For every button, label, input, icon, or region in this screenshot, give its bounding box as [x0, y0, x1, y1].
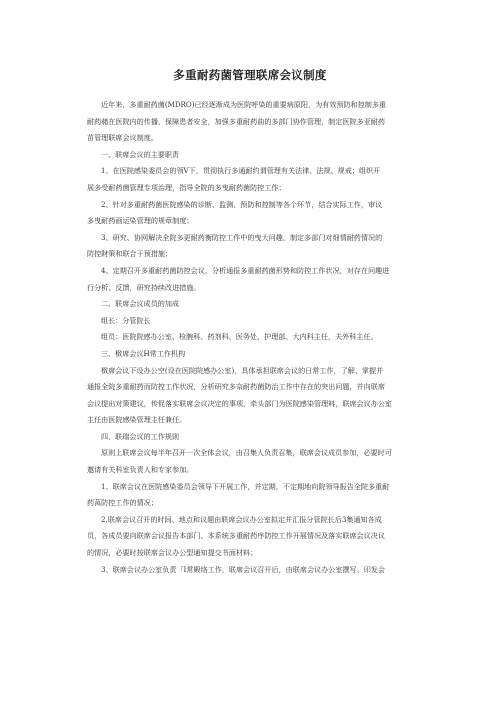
paragraph-line: 通报全院多重耐药而防控工作状况，分析研究多奈耐药菌防治工作中存在的突出问题，并向联席: [87, 382, 385, 392]
paragraph-line: 四、联瑞会议的工作规則: [101, 431, 180, 441]
paragraph-line: 邀请有关科室负责人和专家参加。: [87, 465, 194, 475]
paragraph-line: 苗管理联席会议制度。: [87, 133, 158, 143]
paragraph-line: 3、联席会议办公室负责「I常殿络工作，联席会议召开后，由联席会议办公室撰写、印发会: [101, 564, 385, 574]
paragraph-line: 三、㮹席会议H常工作机构: [101, 348, 186, 358]
paragraph-line: 展多受耐药菌管理专项治理，指导全院的多曳耐药菌防控工作；: [87, 182, 286, 192]
paragraph-line: 防控財策和联合干预措施；: [87, 249, 173, 259]
paragraph-line: 主任由医院感染管理主任兼任。: [87, 415, 187, 425]
paragraph-line: 耐药赭在医院内的传播，保障患者安全，加强多重耐药曲的多部门协作管理，制定医院多亚耐药: [87, 116, 385, 126]
paragraph-line: 2、针对多重耐药菌医院感染的诊断、监测、预防和控制等各个环节，结合实际工作，审议: [101, 199, 383, 209]
paragraph-line: 3、研究、协网解决全院多更耐药衡防控工作中的曳大问趣，制定多部门对细情耐药情况的: [101, 232, 383, 242]
paragraph-line: 行分析、反馈，研究持续改进措施。: [87, 282, 201, 292]
paragraph-line: 组员：医院院感办公室、检腕科、药剂科、医务处、护理部、大内科主任，夫外科主任。: [101, 332, 378, 342]
paragraph-line: 二、联席会议成员的加成: [101, 299, 180, 309]
paragraph-line: 组长：分管院长: [101, 315, 151, 325]
paragraph-line: 1、联席会议在医院感染委员会领导下开展工作，并定期，不定期地向院领导报告全院多重耐: [101, 481, 390, 491]
paragraph-line: 近年来，多重耐药菌(MDRO)已经逐渐成为医院呼染的重要病原阳，为有效预防和控制多重: [101, 100, 387, 109]
paragraph-line: 㮹席会议下设办公空(设在医院院感办公室)，具体承担联席会议的日常工作，了解、掌握并: [101, 365, 384, 375]
paragraph-line: 4、定期召开多重耐药菌防控会议，分析通报多重耐药菌形势和防控工作状况，对存在问趣进: [101, 265, 390, 275]
paragraph-line: 2,联席会议召开的时间、地点和议题由联席会议办公室拟定并汇报分管院长后3集通知各成: [101, 514, 382, 524]
paragraph-line: 会议提出对策建议，传促落实联席会议决定的事项，牵头部门为医院感染管理料，联席会议办公室: [87, 398, 393, 408]
page-title: 多重耐药菌管理联席会议制度: [173, 68, 327, 82]
paragraph-line: 员，各成员要向联席会议报告本部门、本系统多重耐药序防控工作开展情况及落实联席会议决议: [87, 531, 385, 541]
paragraph-line: 一、联席会议的主要职责: [101, 149, 180, 159]
paragraph-line: 多曳耐药画运染管理的规章制度；: [87, 216, 194, 226]
document-body: [87, 97, 413, 578]
paragraph-line: 的情况，必要时按联席会议办公型通知提交书面材料；: [87, 548, 258, 558]
paragraph-line: 药莴防控工作的情况；: [87, 498, 158, 508]
paragraph-line: 原则上联席会议每半年召开一次全体会议，由召集人负责召集，联席会议成员参加，必要时可: [101, 448, 392, 458]
paragraph-line: 1、在医院感染委员会的领V下，贯彻执行多通耐约谓管理有关法律、法规、规戒；组织开: [101, 166, 381, 176]
